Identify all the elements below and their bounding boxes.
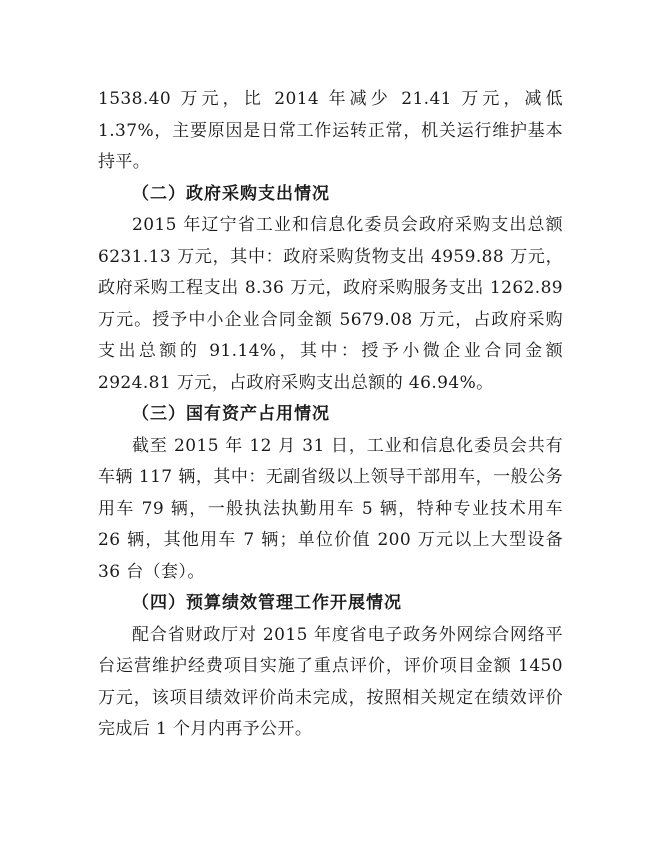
document-body [98, 84, 563, 746]
section-heading-state-assets: （三）国有资产占用情况 [132, 404, 330, 424]
continuation-paragraph: 1538.40 万元，比 2014 年减少 21.41 万元，减低 1.37%，主要原因是日常工作运转正常，机关运行维护基本持平。 [98, 89, 563, 172]
section-heading-performance: （四）预算绩效管理工作开展情况 [132, 593, 402, 613]
section-body-state-assets: 截至 2015 年 12 月 31 日，工业和信息化委员会共有车辆 117 辆，其中：无副省级以上领导干部用车，一般公务用车 79 辆，一般执法执勤用车 5 辆，特种专业技术用车 26 辆，其他用车 7 辆；单位价值 200 万元以上大型设备 36 台（套）。 [98, 435, 563, 582]
section-body-procurement: 2015 年辽宁省工业和信息化委员会政府采购支出总额 6231.13 万元，其中：政府采购货物支出 4959.88 万元，政府采购工程支出 8.36 万元，政府采购服务支出 1262.89 万元。授予中小企业合同金额 5679.08 万元，占政府采购支出总额的 91.14%，其中：授予小微企业合同金额 2924.81 万元，占政府采购支出总额的 46.94%。 [98, 215, 563, 393]
section-body-performance: 配合省财政厅对 2015 年度省电子政务外网综合网络平台运营维护经费项目实施了重点评价，评价项目金额 1450 万元，该项目绩效评价尚未完成，按照相关规定在绩效评价完成后 1 个月内再予公开。 [98, 624, 563, 739]
section-heading-procurement: （二）政府采购支出情况 [132, 183, 330, 204]
